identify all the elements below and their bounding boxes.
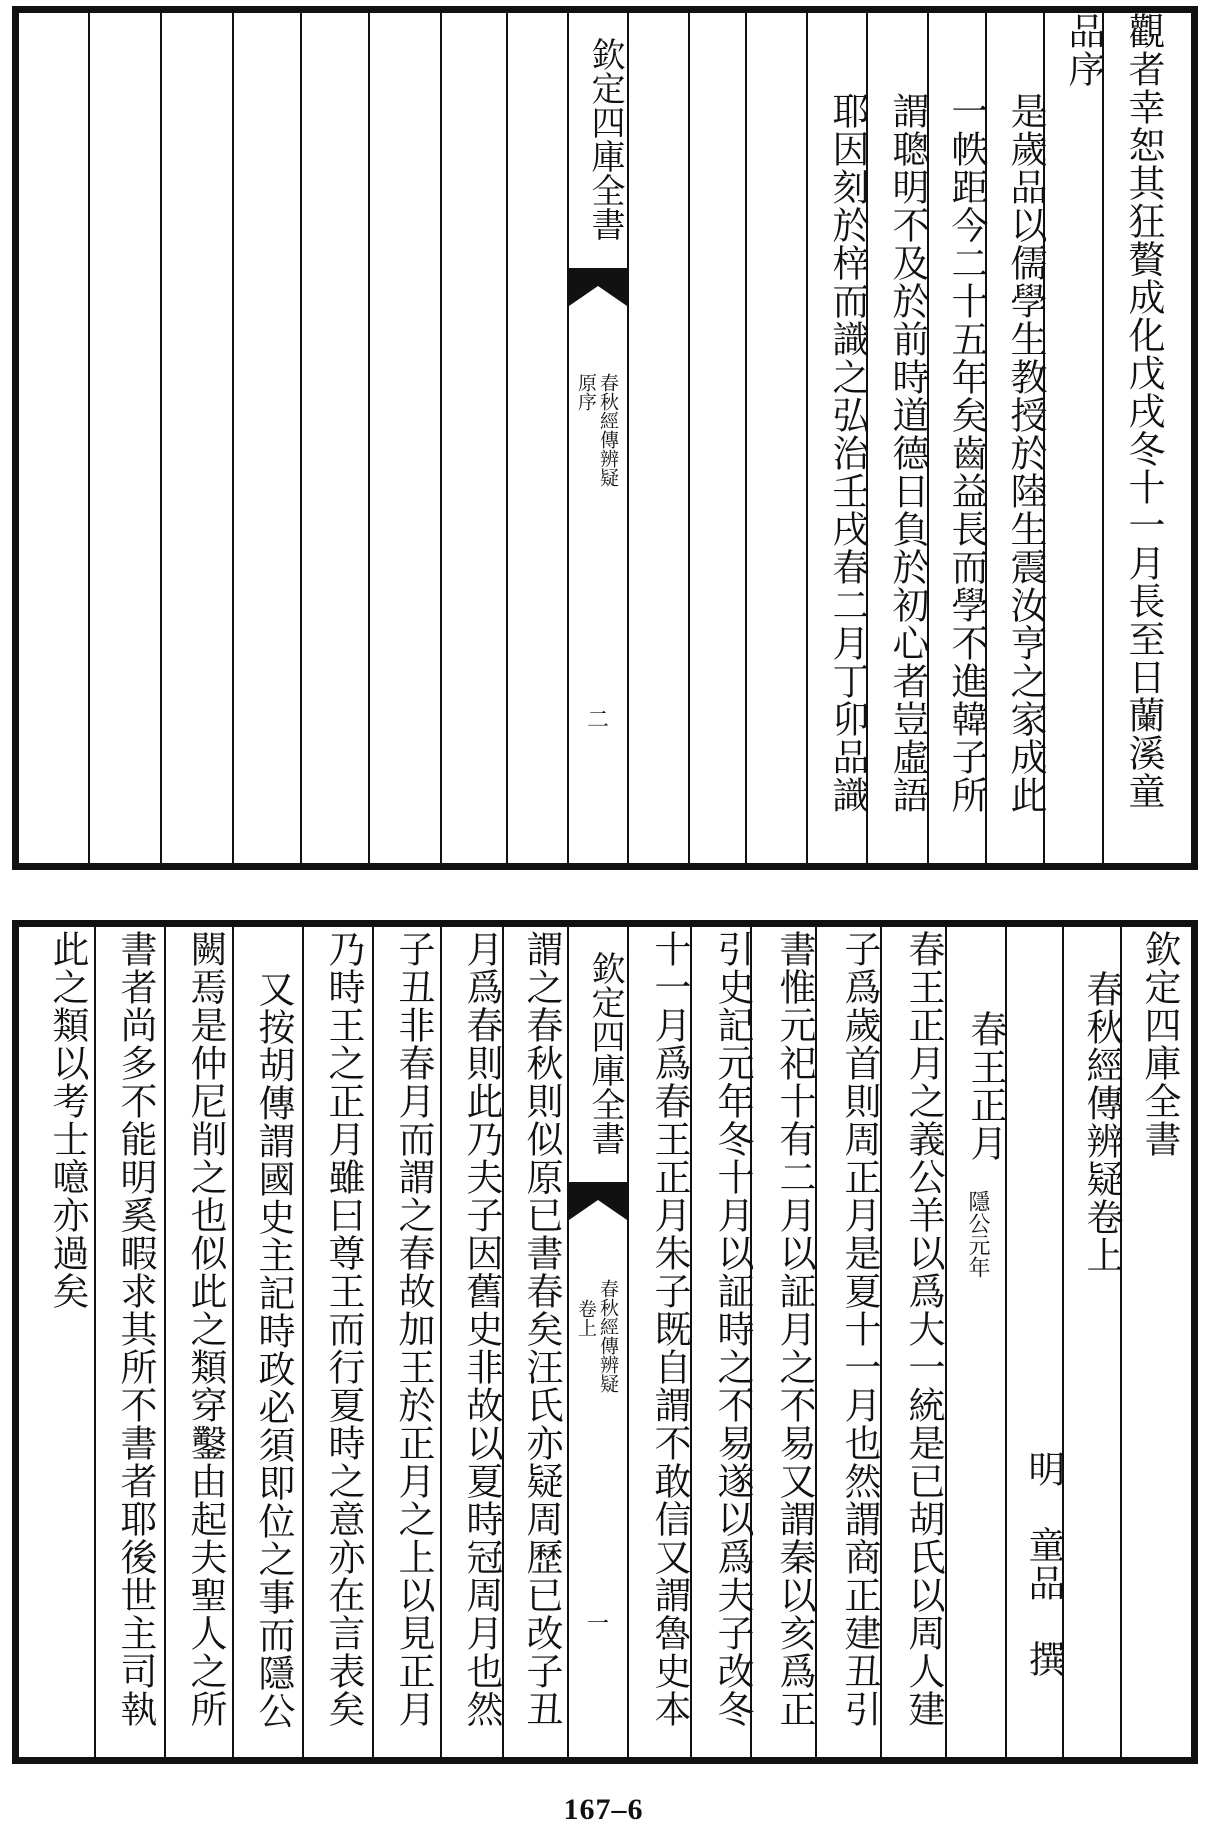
strip-title: 欽定四庫全書 (585, 37, 625, 241)
heading-column: 春王正月 (964, 1010, 1007, 1162)
fishtail-ornament (569, 1182, 627, 1220)
column-rule (506, 13, 508, 863)
block-heart-strip (567, 13, 629, 863)
text-column: 子丑非春月而謂之春故加王於正月之上以見正月 (392, 930, 435, 1728)
text-column: 春王正月之義公羊以爲大一統是已胡氏以周人建 (902, 930, 945, 1728)
text-column: 書惟元祀十有二月以証月之不易又謂秦以亥爲正 (773, 930, 816, 1728)
column-rule (160, 13, 162, 863)
column-rule (232, 927, 234, 1757)
text-column: 乃時王之正月雖曰尊王而行夏時之意亦在言表矣 (322, 930, 365, 1728)
text-column: 又按胡傳謂國史主記時政必須即位之事而隱公 (252, 970, 295, 1730)
author-column: 明 童品 撰 (1022, 1450, 1065, 1678)
column-rule (302, 927, 304, 1757)
column-rule (88, 13, 90, 863)
strip-book-title: 春秋經傳辨疑 (597, 1279, 619, 1393)
strip-section: 原序 (575, 373, 597, 411)
column-rule (372, 927, 374, 1757)
text-column: 觀者幸恕其狂贅成化戊戌冬十一月長至日蘭溪童 (1122, 12, 1165, 810)
volume-title-column: 春秋經傳辨疑卷上 (1080, 970, 1123, 1274)
column-rule (806, 13, 808, 863)
column-rule (368, 13, 370, 863)
strip-page-number: 一 (586, 1612, 609, 1637)
block-heart-strip (567, 927, 629, 1757)
top-page (0, 0, 1207, 870)
text-column: 十一月爲春王正月朱子既自謂不敢信又謂魯史本 (648, 930, 691, 1728)
text-column: 品序 (1062, 12, 1105, 88)
page-footer-label: 167–6 (563, 1793, 644, 1826)
column-rule (745, 13, 747, 863)
text-column: 書者尚多不能明奚暇求其所不書者耶後世主司執 (114, 930, 157, 1728)
column-rule (688, 13, 690, 863)
heading-note: 隱公元年 (965, 1190, 990, 1278)
text-column: 一帙距今二十五年矣齒益長而學不進韓子所 (945, 92, 988, 814)
text-column: 此之類以考士噫亦過矣 (46, 930, 89, 1310)
column-rule (440, 13, 442, 863)
text-column: 闕焉是仲尼削之也似此之類穿鑿由起夫聖人之所 (184, 930, 227, 1728)
header-column: 欽定四庫全書 (1138, 930, 1181, 1158)
strip-book-title: 春秋經傳辨疑 (597, 373, 619, 487)
text-column: 是歲品以儒學生教授於陸生震汝亨之家成此 (1004, 92, 1047, 814)
column-rule (300, 13, 302, 863)
strip-title: 欽定四庫全書 (585, 951, 625, 1155)
fishtail-ornament (569, 268, 627, 306)
column-rule (440, 927, 442, 1757)
column-rule (164, 927, 166, 1757)
text-column: 耶因刻於梓而識之弘治壬戌春二月丁卯品識 (826, 92, 869, 814)
text-column: 子爲歲首則周正月是夏十一月也然謂商正建丑引 (838, 930, 881, 1728)
strip-page-number: 二 (586, 708, 609, 733)
strip-section: 卷上 (575, 1299, 597, 1337)
column-rule (94, 927, 96, 1757)
column-rule (232, 13, 234, 863)
bottom-page (0, 920, 1207, 1790)
text-column: 謂之春秋則似原已書春矣汪氏亦疑周歷已改子丑 (520, 930, 563, 1728)
text-column: 謂聰明不及於前時道德日負於初心者豈虛語 (886, 92, 929, 814)
text-column: 月爲春則此乃夫子因舊史非故以夏時冠周月也然 (460, 930, 503, 1728)
text-column: 引史記元年冬十月以証時之不易遂以爲夫子改冬 (711, 930, 754, 1728)
